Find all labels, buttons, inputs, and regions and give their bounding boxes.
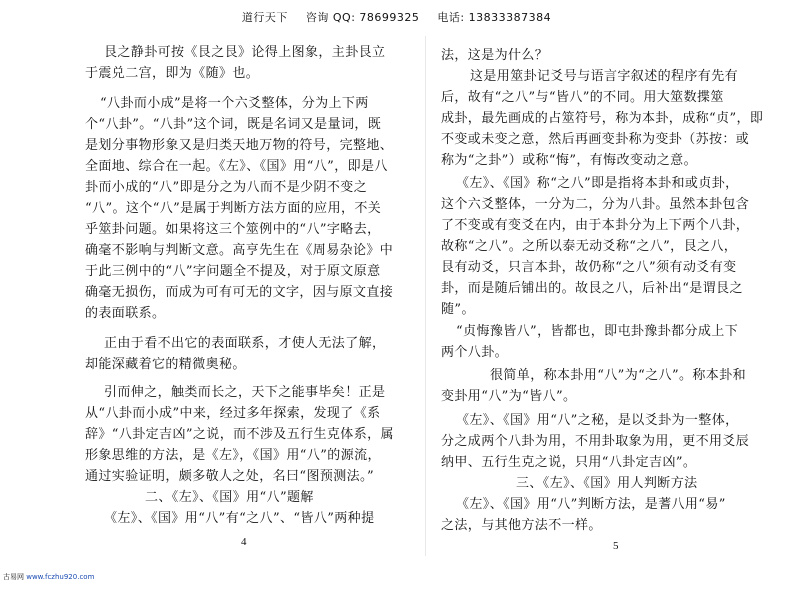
page-header (0, 9, 793, 25)
text-line: 艮有动爻，只言本卦，故仍称“之八”须有动爻有变 (441, 260, 737, 275)
text-line: 之法，与其他方法不一样。 (441, 518, 602, 533)
text-line: 是划分事物形象又是归类天地万物的符号，完整地、 (85, 138, 394, 153)
footer-site-label: 古易网 (3, 573, 24, 581)
header-title: 道行天下 (241, 11, 288, 24)
text-line: 辞》“八卦定吉凶”之说，而不涉及五行生克体系，属 (85, 427, 394, 442)
text-line: “八卦而小成”是将一个六爻整体，分为上下两 (100, 96, 369, 111)
text-line: 从“八卦而小成”中来，经过多年探索，发现了《系 (85, 406, 381, 421)
text-line: 通过实验证明，颇多敬人之处，名曰“图预测法。” (85, 469, 374, 484)
section-heading: 三、《左》、《国》用人判断方法 (516, 476, 698, 491)
footer-site-url[interactable]: www.fczhu920.com (26, 573, 95, 581)
text-line: 法，这是为什么？ (441, 48, 549, 63)
text-line: 《左》、《国》用“八”判断方法，是蓍八用“易” (456, 497, 726, 512)
text-line: 不变或未变之意，然后再画变卦称为变卦（苏按：或 (441, 132, 750, 147)
header-phone: 电话: 13833387384 (437, 11, 552, 24)
page-number-left: 4 (241, 536, 247, 548)
text-line: 称为“之卦”）或称“悔”，有悔改变动之意。 (441, 153, 697, 168)
text-line: 确毫无损伤，而成为可有可无的文字，因与原文直接 (85, 285, 394, 300)
section-heading: 二、《左》、《国》用“八”题解 (145, 490, 314, 505)
text-line: 变卦用“八”为“皆八”。 (441, 389, 577, 404)
text-line: 后，故有“之八”与“皆八”的不同。用大筮数揲筮 (441, 90, 724, 105)
text-line: 成卦，最先画成的占筮符号，称为本卦，成称“贞”，即 (441, 111, 764, 126)
text-line: “贞悔豫皆八”，皆都也，即屯卦豫卦都分成上下 (456, 324, 739, 339)
text-line: 确毫不影响与判断文意。高亨先生在《周易杂论》中 (85, 243, 394, 258)
site-footer (3, 572, 94, 582)
text-line: 卦，而是随后铺出的。故艮之八，后补出“是谓艮之 (441, 281, 743, 296)
text-line: 很简单，称本卦用“八”为“之八”。称本卦和 (490, 368, 746, 383)
text-line: 于震兑二宫，即为《随》也。 (85, 66, 260, 81)
header-qq: 咨询 QQ: 78699325 (305, 11, 420, 24)
text-line: 的表面联系。 (85, 306, 166, 321)
text-line: 故称“之八”。之所以泰无动爻称“之八”，艮之八， (441, 239, 738, 254)
text-line: 了不变或有变爻在内，由于本卦分为上下两个八卦， (441, 218, 750, 233)
text-line: 个“八卦”。“八卦”这个词，既是名词又是量词，既 (85, 117, 382, 132)
text-line: 全面地、综合在一起。《左》、《国》用“八”，即是八 (85, 159, 388, 174)
text-line: 于此三例中的“八”字问题全不提及，对于原文原意 (85, 264, 381, 279)
text-line: 引而伸之，触类而长之，天下之能事毕矣！正是 (104, 385, 386, 400)
text-line: 却能深藏着它的精微奥秘。 (85, 357, 246, 372)
text-line: 《左》、《国》称“之八”即是指将本卦和或贞卦， (456, 176, 739, 191)
page-gutter (425, 36, 426, 556)
text-line: 随”。 (441, 302, 475, 317)
text-line: 艮之静卦可按《艮之艮》论得上图象，主卦艮立 (104, 45, 386, 60)
text-line: 这是用筮卦记爻号与语言字叙述的程序有先有 (470, 69, 739, 84)
text-line: 卦而小成的“八”即是分之为八而不是少阴不变之 (85, 180, 368, 195)
text-line: 乎筮卦问题。如果将这三个筮例中的“八”字略去， (85, 222, 381, 237)
text-line: 纳甲、五行生克之说，只用“八卦定吉凶”。 (441, 455, 697, 470)
text-line: “八”。这个“八”是属于判断方法方面的应用，不关 (85, 201, 382, 216)
text-line: 《左》、《国》用“八”之秘，是以爻卦为一整体， (456, 413, 739, 428)
text-line: 这个六爻整体，一分为二，分为八卦。虽然本卦包含 (441, 197, 750, 212)
text-line: 两个八卦。 (441, 345, 509, 360)
page-number-right: 5 (613, 540, 619, 552)
text-line: 分之成两个八卦为用，不用卦取象为用，更不用爻辰 (441, 434, 750, 449)
text-line: 形象思维的方法，是《左》，《国》用“八”的源流， (85, 448, 381, 463)
text-line: 正由于看不出它的表面联系，才使人无法了解， (104, 336, 386, 351)
text-line: 《左》、《国》用“八”有“之八”、“皆八”两种提 (104, 511, 375, 526)
